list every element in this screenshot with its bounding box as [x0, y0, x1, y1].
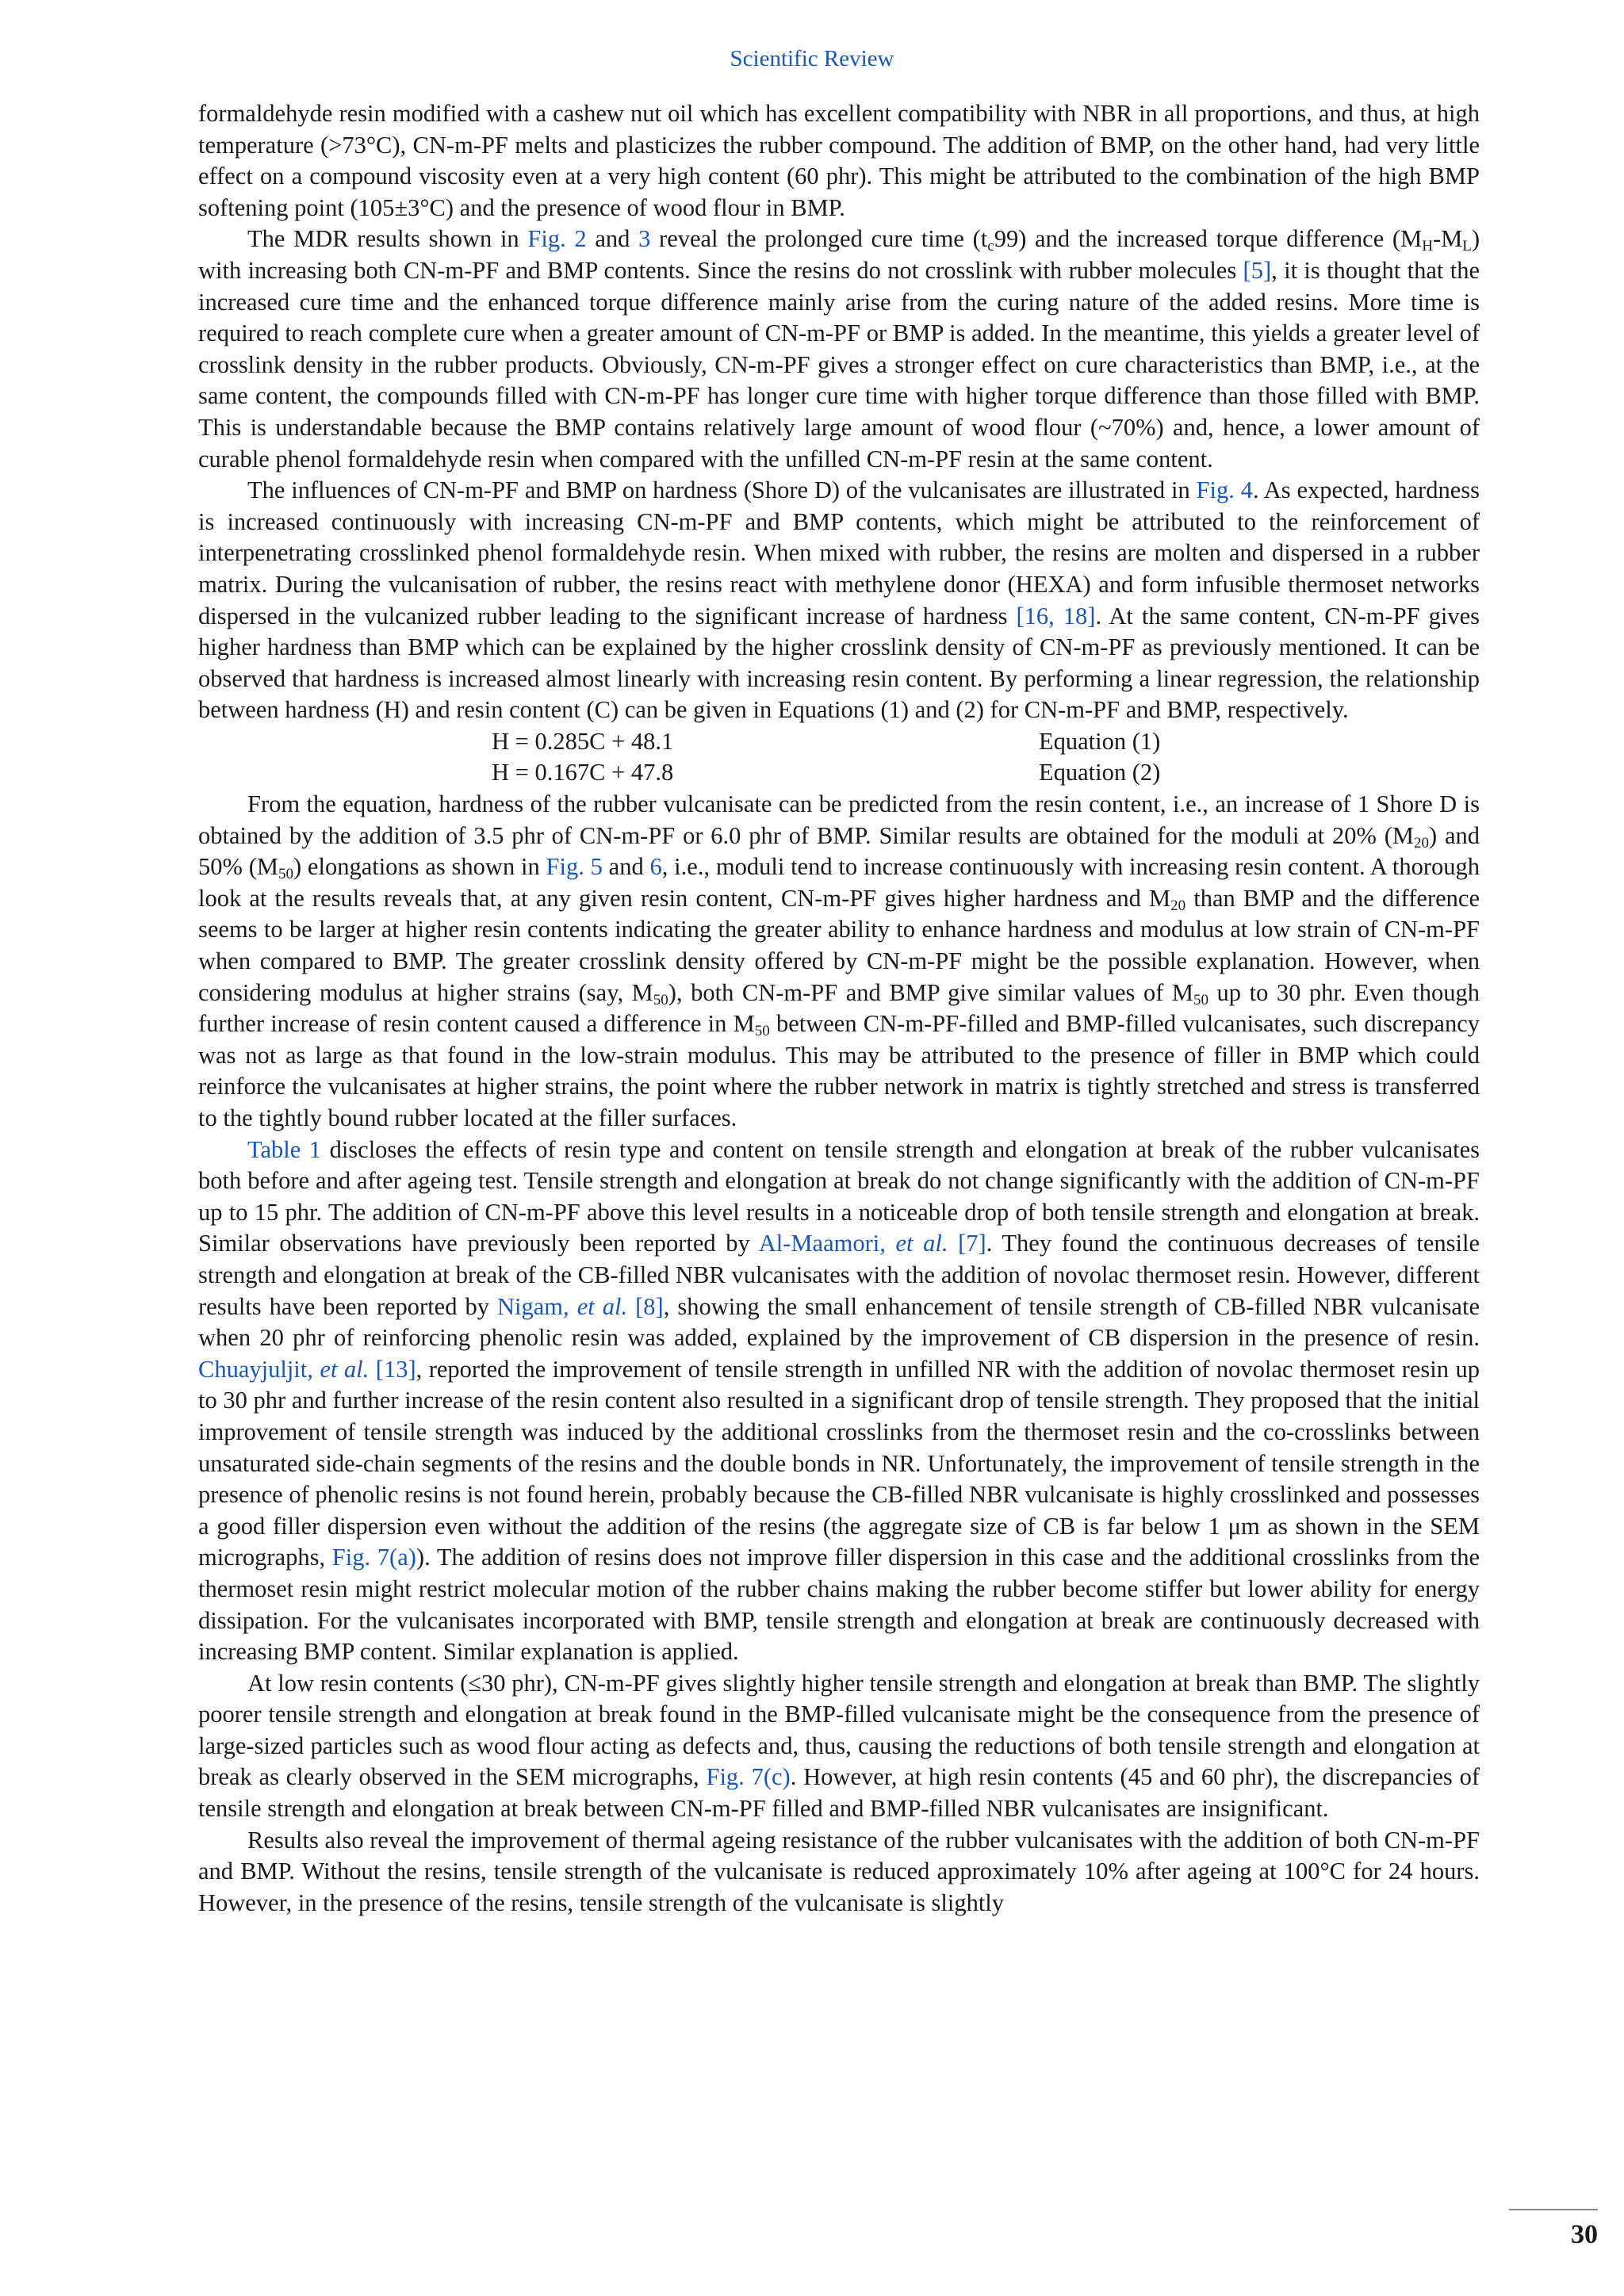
running-header: Scientific Review — [730, 46, 894, 71]
figure-link[interactable]: Fig. 7(a) — [331, 1544, 416, 1571]
figure-link[interactable]: Fig. 5 — [546, 853, 603, 881]
page-number: 30 — [1571, 2220, 1598, 2249]
equation-1: H = 0.285C + 48.1 Equation (1) — [492, 727, 1161, 755]
figure-link[interactable]: 3 — [638, 225, 651, 253]
figure-link[interactable]: Fig. 2 — [527, 225, 587, 253]
paragraph: formaldehyde resin modified with a cashew nut oil which has excellent compatibility with NBR in all proportions, and thus, at high temperature (>73°C), CN-m-PF melts and plasticizes the rubber compound. The addition of BMP, on the other hand, had very little effect on a compound viscosity even at a very high content (60 phr). This might be attributed to the combination of the high BMP softening point (105±3°C) and the presence of wood flour in BMP. — [198, 100, 1480, 221]
equation-2: H = 0.167C + 47.8 Equation (2) — [492, 759, 1161, 786]
citation-link[interactable]: [16, 18] — [1016, 602, 1096, 629]
paragraph: Table 1 discloses the effects of resin type and content on tensile strength and elongation at break of the rubber vulcanisates both before and after ageing test. Tensile strength and elongation at break do not change significantly with the addition of CN-m-PF up to 15 phr. The addition of CN-m-PF above this level results in a noticeable drop of both tensile strength and elongation at break. Similar observations have previously been reported by Al-Maamori, et al. [7]. They found the continuous decreases of tensile strength and elongation at break of the CB-filled NBR vulcanisates with the addition of novolac thermoset resin. However, different results have been reported by Nigam, et al. [8], showing the small enhancement of tensile strength of CB-filled NBR vulcanisate when 20 phr of reinforcing phenolic resin was added, explained by the improvement of CB dispersion in the presence of resin. Chuayjuljit, et al. [13], reported the improvement of tensile strength in unfilled NR with the addition of novolac thermoset resin up to 30 phr and further increase of the resin content also resulted in a significant drop of tensile strength. They proposed that the initial improvement of tensile strength was induced by the additional crosslinks from the thermoset resin and the co-crosslinks between unsaturated side-chain segments of the resins and the double bonds in NR. Unfortunately, the improvement of tensile strength in the presence of phenolic resins is not found herein, probably because the CB-filled NBR vulcanisate is highly crosslinked and possesses a good filler dispersion even without the addition of the resins (the aggregate size of CB is far below 1 μm as shown in the SEM micrographs, Fig. 7(a)). The addition of resins does not improve filler dispersion in this case and the additional crosslinks from the thermoset resin might restrict molecular motion of the rubber chains making the rubber become stiffer but lower ability for energy dissipation. For the vulcanisates incorporated with BMP, tensile strength and elongation at break are continuously decreased with increasing BMP content. Similar explanation is applied. — [198, 1135, 1480, 1666]
paragraph: From the equation, hardness of the rubber vulcanisate can be predicted from the resin content, i.e., an increase of 1 Shore D is obtained by the addition of 3.5 phr of CN-m-PF or 6.0 phr of BMP. Similar results are obtained for the moduli at 20% $(M_{20})$ and 50% $(M_{50})$ elongations as shown in Fig. 5 and 6, i.e., moduli tend to increase continuously with increasing resin content. A thorough look at the results reveals that, at any given resin content, CN-m-PF gives higher hardness and $M_{20}$ than BMP and the difference seems to be larger at higher resin contents indicating the greater ability to enhance hardness and modulus at low strain of CN-m-PF when compared to BMP. The greater crosslink density offered by CN-m-PF might be the possible explanation. However, when considering modulus at higher strains (say, $M_{50}$), both CN-m-PF and BMP give similar values of $M_{50}$ up to 30 phr. Even though further increase of resin content caused a difference in $M_{50}$ between CN-m-PF-filled and BMP-filled vulcanisates, such discrepancy was not as large as that found in the low-strain modulus. This may be attributed to the presence of filler in BMP which could reinforce the vulcanisates at higher strains, the point where the rubber network in matrix is tightly stretched and stress is transferred to the tightly bound rubber located at the filler surfaces. — [198, 790, 1480, 1131]
paragraph: At low resin contents (≤30 phr), CN-m-PF gives slightly higher tensile strength and elongation at break than BMP. The slightly poorer tensile strength and elongation at break found in the BMP-filled vulcanisate might be the consequence from the presence of large-sized particles such as wood flour acting as defects and, thus, causing the reductions of both tensile strength and elongation at break as clearly observed in the SEM micrographs, Fig. 7(c). However, at high resin contents (45 and 60 phr), the discrepancies of tensile strength and elongation at break between CN-m-PF filled and BMP-filled NBR vulcanisates are insignificant. — [198, 1669, 1480, 1823]
citation-link[interactable]: Al-Maamori, et al. [7] — [758, 1230, 986, 1257]
table-link[interactable]: Table 1 — [247, 1135, 322, 1163]
citation-link[interactable]: [5] — [1243, 256, 1272, 284]
citation-link[interactable]: Nigam, et al. [8] — [497, 1292, 664, 1320]
figure-link[interactable]: Fig. 7(c) — [706, 1763, 791, 1791]
figure-link[interactable]: 6 — [649, 853, 662, 881]
paragraph: The MDR results shown in Fig. 2 and 3 reveal the prolonged cure time $(t_c99)$ and the increased torque difference $(M_H-M_L)$ with increasing both CN-m-PF and BMP contents. Since the resins do not crosslink with rubber molecules [5], it is thought that the increased cure time and the enhanced torque difference mainly arise from the curing nature of the added resins. More time is required to reach complete cure when a greater amount of CN-m-PF or BMP is added. In the meantime, this yields a greater level of crosslink density in the rubber products. Obviously, CN-m-PF gives a stronger effect on cure characteristics than BMP, i.e., at the same content, the compounds filled with CN-m-PF has longer cure time with higher torque difference than those filled with BMP. This is understandable because the BMP contains relatively large amount of wood flour (~70%) and, hence, a lower amount of curable phenol formaldehyde resin when compared with the unfilled CN-m-PF resin at the same content. — [198, 225, 1480, 473]
paragraph: Results also reveal the improvement of thermal ageing resistance of the rubber vulcanisates with the addition of both CN-m-PF and BMP. Without the resins, tensile strength of the vulcanisate is reduced approximately 10% after ageing at 100°C for 24 hours. However, in the presence of the resins, tensile strength of the vulcanisate is slightly — [198, 1826, 1480, 1916]
paragraph: The influences of CN-m-PF and BMP on hardness (Shore D) of the vulcanisates are illustrated in Fig. 4. As expected, hardness is increased continuously with increasing CN-m-PF and BMP contents, which might be attributed to the reinforcement of interpenetrating crosslinked phenol formaldehyde resin. When mixed with rubber, the resins are molten and dispersed in a rubber matrix. During the vulcanisation of rubber, the resins react with methylene donor (HEXA) and form infusible thermoset networks dispersed in the vulcanized rubber leading to the significant increase of hardness [16, 18]. At the same content, CN-m-PF gives higher hardness than BMP which can be explained by the higher crosslink density of CN-m-PF as previously mentioned. It can be observed that hardness is increased almost linearly with increasing resin content. By performing a linear regression, the relationship between hardness (H) and resin content (C) can be given in Equations (1) and (2) for CN-m-PF and BMP, respectively. — [198, 476, 1480, 724]
citation-link[interactable]: Chuayjuljit, et al. [13] — [198, 1355, 416, 1383]
footer-rule — [1509, 2209, 1598, 2210]
article-body — [198, 98, 1480, 1919]
figure-link[interactable]: Fig. 4 — [1196, 476, 1253, 504]
